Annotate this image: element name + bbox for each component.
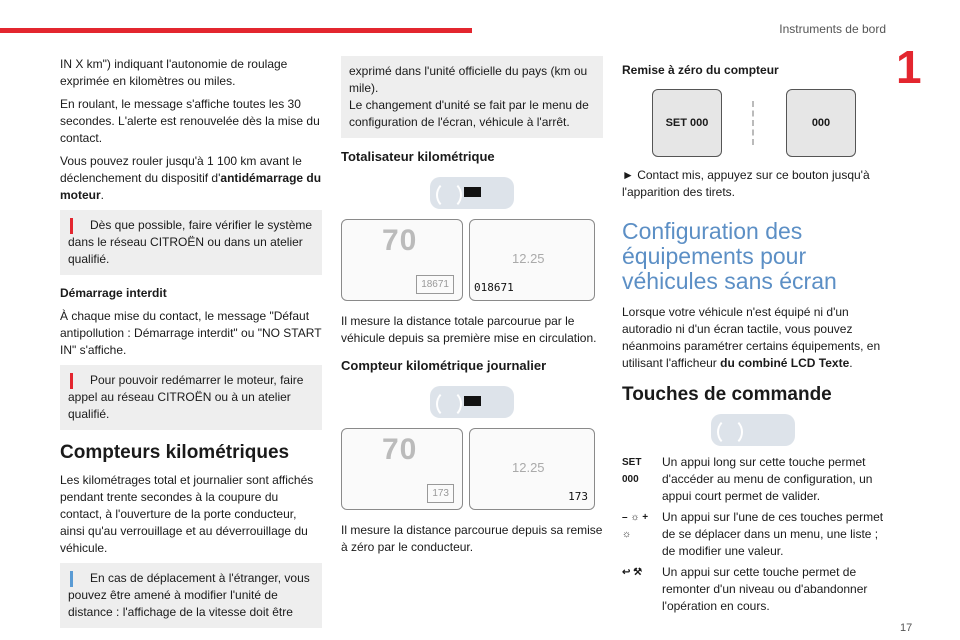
reset-000-button[interactable]: 000 [786,89,856,157]
analog-cluster-panel: 70 173 [341,428,463,510]
warning-icon [70,373,73,389]
odometer-trip: 173 [568,490,588,503]
raz-heading: Remise à zéro du compteur [622,63,779,77]
info-box-continued: exprimé dans l'unité officielle du pays (km ou mile). Le changement d'unité se fait par le menu de configuration de l'écran, véhicule à l'arrêt. [341,56,603,138]
set-000-icon: SET 000 [622,457,642,485]
totalisateur-text: Il mesure la distance totale parcourue par le véhicule depuis sa première mise en circulation. [341,314,597,345]
odometer-total: 018671 [474,281,514,294]
intro-text-3: Vous pouvez rouler jusqu'à 1 100 km avant le déclenchement du dispositif d'antidémarrage du moteur. [60,154,322,202]
journalier-heading: Compteur kilométrique journalier [341,358,547,373]
journalier-text: Il mesure la distance parcourue depuis sa remise à zéro par le conducteur. [341,523,603,554]
control-item: – ☼ + ☼ Un appui sur l'une de ces touches permet de se déplacer dans un menu, une liste ; de modifier une valeur. [622,510,884,558]
instrument-cluster-icon [711,414,795,446]
chapter-number: 1 [896,41,922,93]
minus-plus-icon: – ☼ + ☼ [622,512,649,540]
reset-buttons [652,89,884,157]
column-2 [341,56,603,562]
warning-box: Dès que possible, faire vérifier le système dans le réseau CITROËN ou dans un atelier qualifié. [60,210,322,275]
demarrage-text: À chaque mise du contact, le message "Défaut antipollution : Démarrage interdit" ou "NO START IN" s'affiche. [60,309,322,357]
config-heading: Configuration des équipements pour véhicules sans écran [622,218,837,294]
intro-text-2: En roulant, le message s'affiche toutes les 30 secondes. L'alerte est renouvelée dès la mise du contact. [60,97,320,145]
warning-icon [70,218,73,234]
intro-text-1: IN X km") indiquant l'autonomie de roulage exprimée en kilomètres ou miles. [60,57,288,88]
divider [752,101,756,145]
back-icon: ↩ ⚒ [622,567,643,578]
digital-cluster-panel: 12.25 018671 [469,219,595,301]
instrument-cluster-icon [430,386,514,418]
column-3 [622,56,884,615]
dashboard-illustration [341,219,603,301]
column-1 [60,56,322,638]
section-title: Instruments de bord [779,22,886,36]
dashboard-illustration [341,428,603,510]
control-item: SET 000 Un appui long sur cette touche permet d'accéder au menu de configuration, un appui court permet de valider. [622,455,873,503]
raz-text: ► Contact mis, appuyez sur ce bouton jusqu'à l'apparition des tirets. [622,168,870,199]
touches-heading: Touches de commande [622,384,832,405]
control-item: ↩ ⚒ Un appui sur cette touche permet de remonter d'un niveau ou d'abandonner l'opération en cours. [622,565,868,613]
compteurs-text: Les kilométrages total et journalier sont affichés pendant trente secondes à la coupure du contact, à l'ouverture de la porte conducteur, ainsi qu'au verrouillage et au déverrouillage du véhicule. [60,473,314,555]
analog-cluster-panel: 70 18671 [341,219,463,301]
compteurs-heading: Compteurs kilométriques [60,442,290,463]
set-000-button[interactable]: SET 000 [652,89,722,157]
digital-cluster-panel: 12.25 173 [469,428,595,510]
page-number: 17 [900,622,913,634]
demarrage-heading: Démarrage interdit [60,286,167,300]
config-text: Lorsque votre véhicule n'est équipé ni d'un autoradio ni d'un écran tactile, vous pouvez néanmoins paramétrer certains équipements, en utilisant l'afficheur du combiné LCD Texte. [622,305,881,370]
info-icon [70,571,73,587]
header-accent-bar [0,28,472,33]
warning-box: Pour pouvoir redémarrer le moteur, faire appel au réseau CITROËN ou à un atelier qualifié. [60,365,322,430]
instrument-cluster-icon [430,177,514,209]
totalisateur-heading: Totalisateur kilométrique [341,149,495,164]
info-box: En cas de déplacement à l'étranger, vous pouvez être amené à modifier l'unité de distance : l'affichage de la vitesse doit être [60,563,322,628]
